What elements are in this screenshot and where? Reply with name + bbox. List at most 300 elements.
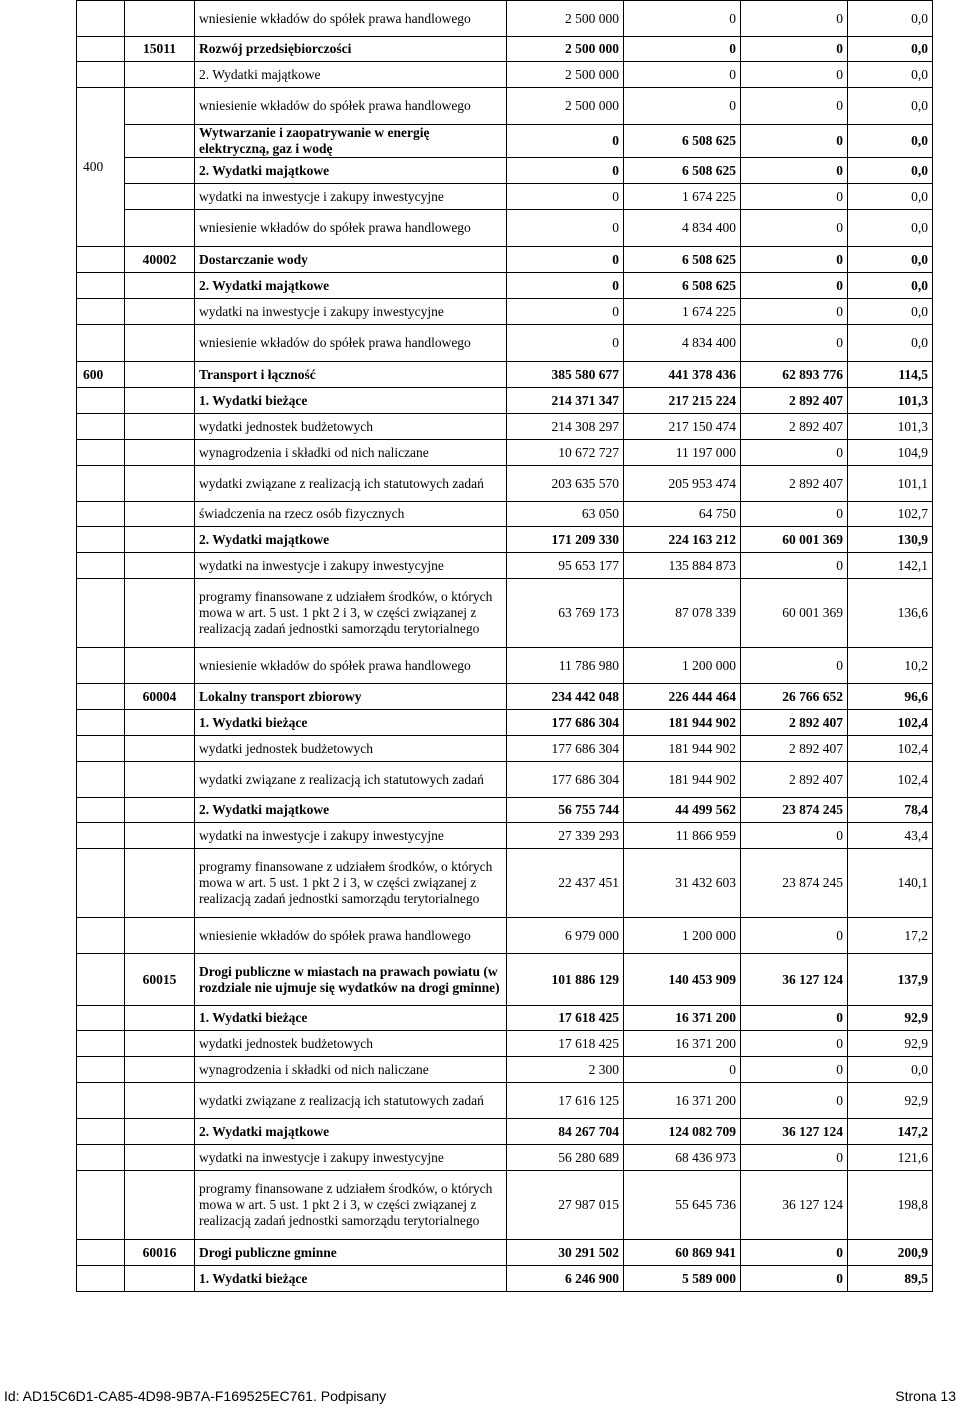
amount-cell: 0,0 — [848, 299, 933, 325]
amount-cell: 0 — [624, 88, 741, 125]
amount-cell: 181 944 902 — [624, 736, 741, 762]
amount-cell: 0 — [741, 158, 848, 184]
amount-cell: 102,4 — [848, 762, 933, 798]
row-label: 2. Wydatki majątkowe — [195, 1119, 507, 1145]
amount-cell: 0 — [741, 184, 848, 210]
amount-cell: 0 — [741, 1, 848, 37]
amount-cell: 0 — [624, 1, 741, 37]
amount-cell: 68 436 973 — [624, 1145, 741, 1171]
chapter-code — [125, 710, 195, 736]
chapter-code: 60016 — [125, 1240, 195, 1266]
amount-cell: 200,9 — [848, 1240, 933, 1266]
amount-cell: 385 580 677 — [507, 362, 624, 388]
chapter-code — [125, 1145, 195, 1171]
row-label: wydatki na inwestycje i zakupy inwestycyjne — [195, 823, 507, 849]
amount-cell: 27 339 293 — [507, 823, 624, 849]
amount-cell: 137,9 — [848, 954, 933, 1006]
amount-cell: 11 197 000 — [624, 440, 741, 466]
amount-cell: 0 — [624, 37, 741, 62]
amount-cell: 56 755 744 — [507, 798, 624, 823]
section-code — [77, 1171, 125, 1240]
amount-cell: 217 215 224 — [624, 388, 741, 414]
amount-cell: 0 — [741, 1006, 848, 1031]
row-label: wydatki na inwestycje i zakupy inwestycyjne — [195, 184, 507, 210]
amount-cell: 147,2 — [848, 1119, 933, 1145]
amount-cell: 6 508 625 — [624, 247, 741, 273]
amount-cell: 203 635 570 — [507, 466, 624, 502]
table-row — [77, 1119, 933, 1145]
chapter-code — [125, 648, 195, 684]
amount-cell: 95 653 177 — [507, 553, 624, 579]
amount-cell: 102,4 — [848, 710, 933, 736]
amount-cell: 6 508 625 — [624, 158, 741, 184]
chapter-code — [125, 1266, 195, 1292]
amount-cell: 92,9 — [848, 1006, 933, 1031]
chapter-code — [125, 158, 195, 184]
row-label: wydatki na inwestycje i zakupy inwestycyjne — [195, 1145, 507, 1171]
amount-cell: 2 892 407 — [741, 736, 848, 762]
amount-cell: 142,1 — [848, 553, 933, 579]
amount-cell: 36 127 124 — [741, 1119, 848, 1145]
chapter-code: 60015 — [125, 954, 195, 1006]
section-code — [77, 1119, 125, 1145]
amount-cell: 17 618 425 — [507, 1006, 624, 1031]
amount-cell: 78,4 — [848, 798, 933, 823]
chapter-code — [125, 849, 195, 918]
table-row — [77, 37, 933, 62]
amount-cell: 121,6 — [848, 1145, 933, 1171]
amount-cell: 0,0 — [848, 158, 933, 184]
amount-cell: 0 — [507, 247, 624, 273]
table-row — [77, 1006, 933, 1031]
chapter-code — [125, 414, 195, 440]
chapter-code — [125, 762, 195, 798]
section-code — [77, 388, 125, 414]
amount-cell: 96,6 — [848, 684, 933, 710]
table-row — [77, 210, 933, 247]
row-label: programy finansowane z udziałem środków, o których mowa w art. 5 ust. 1 pkt 2 i 3, w części związanej z realizacją zadań jednostki samorządu terytorialnego — [195, 579, 507, 648]
row-label: wydatki jednostek budżetowych — [195, 736, 507, 762]
amount-cell: 6 246 900 — [507, 1266, 624, 1292]
row-label: wydatki na inwestycje i zakupy inwestycyjne — [195, 553, 507, 579]
table-row — [77, 527, 933, 553]
row-label: wniesienie wkładów do spółek prawa handlowego — [195, 1, 507, 37]
document-id: Id: AD15C6D1-CA85-4D98-9B7A-F169525EC761. Podpisany — [4, 1388, 387, 1404]
amount-cell: 224 163 212 — [624, 527, 741, 553]
amount-cell: 177 686 304 — [507, 762, 624, 798]
chapter-code — [125, 736, 195, 762]
table-row — [77, 849, 933, 918]
amount-cell: 0 — [507, 158, 624, 184]
table-row — [77, 1, 933, 37]
amount-cell: 2 500 000 — [507, 88, 624, 125]
chapter-code — [125, 527, 195, 553]
amount-cell: 171 209 330 — [507, 527, 624, 553]
section-code — [77, 440, 125, 466]
chapter-code — [125, 1, 195, 37]
amount-cell: 0 — [741, 325, 848, 362]
amount-cell: 16 371 200 — [624, 1031, 741, 1057]
amount-cell: 2 300 — [507, 1057, 624, 1083]
chapter-code — [125, 823, 195, 849]
chapter-code — [125, 440, 195, 466]
amount-cell: 0,0 — [848, 88, 933, 125]
chapter-code — [125, 1083, 195, 1119]
amount-cell: 140,1 — [848, 849, 933, 918]
table-row — [77, 710, 933, 736]
amount-cell: 11 786 980 — [507, 648, 624, 684]
chapter-code — [125, 1031, 195, 1057]
amount-cell: 92,9 — [848, 1083, 933, 1119]
amount-cell: 89,5 — [848, 1266, 933, 1292]
amount-cell: 136,6 — [848, 579, 933, 648]
amount-cell: 22 437 451 — [507, 849, 624, 918]
amount-cell: 0 — [741, 88, 848, 125]
section-code — [77, 762, 125, 798]
section-code — [77, 1145, 125, 1171]
row-label: Lokalny transport zbiorowy — [195, 684, 507, 710]
row-label: wynagrodzenia i składki od nich naliczane — [195, 440, 507, 466]
amount-cell: 30 291 502 — [507, 1240, 624, 1266]
amount-cell: 60 001 369 — [741, 579, 848, 648]
amount-cell: 130,9 — [848, 527, 933, 553]
chapter-code — [125, 579, 195, 648]
chapter-code — [125, 210, 195, 247]
amount-cell: 92,9 — [848, 1031, 933, 1057]
row-label: wydatki związane z realizacją ich statutowych zadań — [195, 1083, 507, 1119]
table-row — [77, 684, 933, 710]
amount-cell: 0 — [741, 299, 848, 325]
amount-cell: 0,0 — [848, 125, 933, 158]
row-label: wydatki związane z realizacją ich statutowych zadań — [195, 466, 507, 502]
row-label: wydatki związane z realizacją ich statutowych zadań — [195, 762, 507, 798]
table-row — [77, 1083, 933, 1119]
table-row — [77, 299, 933, 325]
amount-cell: 0,0 — [848, 184, 933, 210]
amount-cell: 17 618 425 — [507, 1031, 624, 1057]
chapter-code — [125, 62, 195, 88]
chapter-code — [125, 1006, 195, 1031]
amount-cell: 0,0 — [848, 1057, 933, 1083]
amount-cell: 0 — [741, 125, 848, 158]
amount-cell: 214 371 347 — [507, 388, 624, 414]
amount-cell: 2 892 407 — [741, 466, 848, 502]
section-code — [77, 1266, 125, 1292]
chapter-code — [125, 299, 195, 325]
row-label: 1. Wydatki bieżące — [195, 1266, 507, 1292]
amount-cell: 4 834 400 — [624, 325, 741, 362]
row-label: wniesienie wkładów do spółek prawa handlowego — [195, 210, 507, 247]
amount-cell: 2 500 000 — [507, 37, 624, 62]
section-code — [77, 414, 125, 440]
section-code — [77, 1057, 125, 1083]
section-code — [77, 1006, 125, 1031]
amount-cell: 63 769 173 — [507, 579, 624, 648]
amount-cell: 181 944 902 — [624, 710, 741, 736]
amount-cell: 0 — [741, 1240, 848, 1266]
section-code — [77, 849, 125, 918]
section-code — [77, 62, 125, 88]
table-row — [77, 1031, 933, 1057]
table-row — [77, 440, 933, 466]
amount-cell: 6 508 625 — [624, 125, 741, 158]
row-label: Transport i łączność — [195, 362, 507, 388]
chapter-code: 15011 — [125, 37, 195, 62]
amount-cell: 198,8 — [848, 1171, 933, 1240]
amount-cell: 0 — [741, 1145, 848, 1171]
row-label: Rozwój przedsiębiorczości — [195, 37, 507, 62]
amount-cell: 56 280 689 — [507, 1145, 624, 1171]
amount-cell: 5 589 000 — [624, 1266, 741, 1292]
amount-cell: 0 — [624, 1057, 741, 1083]
chapter-code — [125, 466, 195, 502]
amount-cell: 44 499 562 — [624, 798, 741, 823]
amount-cell: 27 987 015 — [507, 1171, 624, 1240]
budget-table — [76, 0, 933, 1292]
section-code — [77, 918, 125, 954]
section-code — [77, 527, 125, 553]
amount-cell: 26 766 652 — [741, 684, 848, 710]
amount-cell: 102,7 — [848, 502, 933, 527]
section-code — [77, 710, 125, 736]
table-row — [77, 798, 933, 823]
amount-cell: 2 500 000 — [507, 1, 624, 37]
chapter-code: 40002 — [125, 247, 195, 273]
amount-cell: 0 — [507, 184, 624, 210]
chapter-code — [125, 273, 195, 299]
chapter-code — [125, 1171, 195, 1240]
row-label: świadczenia na rzecz osób fizycznych — [195, 502, 507, 527]
amount-cell: 114,5 — [848, 362, 933, 388]
row-label: programy finansowane z udziałem środków, o których mowa w art. 5 ust. 1 pkt 2 i 3, w części związanej z realizacją zadań jednostki samorządu terytorialnego — [195, 849, 507, 918]
section-code — [77, 273, 125, 299]
amount-cell: 62 893 776 — [741, 362, 848, 388]
amount-cell: 2 892 407 — [741, 414, 848, 440]
amount-cell: 0,0 — [848, 37, 933, 62]
table-row — [77, 579, 933, 648]
table-row — [77, 247, 933, 273]
section-code — [77, 247, 125, 273]
table-row — [77, 502, 933, 527]
table-row — [77, 62, 933, 88]
amount-cell: 0 — [741, 210, 848, 247]
amount-cell: 441 378 436 — [624, 362, 741, 388]
section-code — [77, 1083, 125, 1119]
amount-cell: 0 — [741, 37, 848, 62]
amount-cell: 0 — [507, 125, 624, 158]
amount-cell: 0,0 — [848, 62, 933, 88]
row-label: Drogi publiczne w miastach na prawach powiatu (w rozdziale nie ujmuje się wydatków na drogi gminne) — [195, 954, 507, 1006]
chapter-code — [125, 502, 195, 527]
amount-cell: 0,0 — [848, 1, 933, 37]
row-label: 2. Wydatki majątkowe — [195, 158, 507, 184]
chapter-code — [125, 798, 195, 823]
amount-cell: 2 892 407 — [741, 388, 848, 414]
table-row — [77, 184, 933, 210]
amount-cell: 60 869 941 — [624, 1240, 741, 1266]
section-code — [77, 325, 125, 362]
amount-cell: 0 — [741, 1057, 848, 1083]
table-row — [77, 954, 933, 1006]
amount-cell: 0,0 — [848, 273, 933, 299]
row-label: wydatki jednostek budżetowych — [195, 414, 507, 440]
section-code — [77, 1031, 125, 1057]
chapter-code — [125, 918, 195, 954]
chapter-code — [125, 388, 195, 414]
row-label: wniesienie wkładów do spółek prawa handlowego — [195, 325, 507, 362]
table-row — [77, 466, 933, 502]
chapter-code — [125, 1057, 195, 1083]
amount-cell: 0 — [741, 440, 848, 466]
amount-cell: 0,0 — [848, 210, 933, 247]
table-row — [77, 762, 933, 798]
amount-cell: 31 432 603 — [624, 849, 741, 918]
amount-cell: 10 672 727 — [507, 440, 624, 466]
amount-cell: 101,3 — [848, 414, 933, 440]
table-row — [77, 1266, 933, 1292]
amount-cell: 0 — [507, 273, 624, 299]
amount-cell: 0,0 — [848, 247, 933, 273]
amount-cell: 84 267 704 — [507, 1119, 624, 1145]
section-code — [77, 466, 125, 502]
amount-cell: 87 078 339 — [624, 579, 741, 648]
amount-cell: 217 150 474 — [624, 414, 741, 440]
table-row — [77, 158, 933, 184]
amount-cell: 0 — [741, 648, 848, 684]
chapter-code — [125, 362, 195, 388]
table-row — [77, 414, 933, 440]
amount-cell: 177 686 304 — [507, 710, 624, 736]
chapter-code — [125, 184, 195, 210]
amount-cell: 10,2 — [848, 648, 933, 684]
section-code — [77, 553, 125, 579]
chapter-code — [125, 1119, 195, 1145]
page-number: Strona 13 — [895, 1388, 956, 1404]
amount-cell: 0 — [741, 1083, 848, 1119]
amount-cell: 36 127 124 — [741, 1171, 848, 1240]
amount-cell: 1 200 000 — [624, 918, 741, 954]
table-row — [77, 648, 933, 684]
amount-cell: 17,2 — [848, 918, 933, 954]
table-row — [77, 1057, 933, 1083]
section-code — [77, 502, 125, 527]
section-code — [77, 798, 125, 823]
section-code — [77, 579, 125, 648]
amount-cell: 23 874 245 — [741, 798, 848, 823]
section-code — [77, 954, 125, 1006]
amount-cell: 181 944 902 — [624, 762, 741, 798]
amount-cell: 104,9 — [848, 440, 933, 466]
page-footer — [4, 1388, 956, 1408]
section-code — [77, 1, 125, 37]
section-code — [77, 1240, 125, 1266]
table-row — [77, 362, 933, 388]
row-label: wydatki jednostek budżetowych — [195, 1031, 507, 1057]
amount-cell: 63 050 — [507, 502, 624, 527]
amount-cell: 0 — [741, 553, 848, 579]
amount-cell: 0 — [507, 210, 624, 247]
amount-cell: 2 892 407 — [741, 762, 848, 798]
amount-cell: 23 874 245 — [741, 849, 848, 918]
row-label: wniesienie wkładów do spółek prawa handlowego — [195, 648, 507, 684]
row-label: programy finansowane z udziałem środków, o których mowa w art. 5 ust. 1 pkt 2 i 3, w części związanej z realizacją zadań jednostki samorządu terytorialnego — [195, 1171, 507, 1240]
table-row — [77, 388, 933, 414]
amount-cell: 0 — [741, 1266, 848, 1292]
table-row — [77, 88, 933, 125]
amount-cell: 234 442 048 — [507, 684, 624, 710]
amount-cell: 0 — [507, 299, 624, 325]
row-label: 2. Wydatki majątkowe — [195, 798, 507, 823]
amount-cell: 0 — [741, 273, 848, 299]
section-code — [77, 37, 125, 62]
section-code — [77, 299, 125, 325]
section-code — [77, 648, 125, 684]
amount-cell: 0 — [741, 823, 848, 849]
amount-cell: 0 — [741, 1031, 848, 1057]
amount-cell: 0 — [624, 62, 741, 88]
row-label: 1. Wydatki bieżące — [195, 710, 507, 736]
row-label: wynagrodzenia i składki od nich naliczane — [195, 1057, 507, 1083]
amount-cell: 2 892 407 — [741, 710, 848, 736]
amount-cell: 0 — [741, 502, 848, 527]
amount-cell: 16 371 200 — [624, 1006, 741, 1031]
amount-cell: 55 645 736 — [624, 1171, 741, 1240]
chapter-code — [125, 88, 195, 125]
amount-cell: 60 001 369 — [741, 527, 848, 553]
table-row — [77, 1240, 933, 1266]
amount-cell: 11 866 959 — [624, 823, 741, 849]
chapter-code — [125, 325, 195, 362]
amount-cell: 6 508 625 — [624, 273, 741, 299]
row-label: 1. Wydatki bieżące — [195, 1006, 507, 1031]
section-code — [77, 736, 125, 762]
section-code: 600 — [77, 362, 125, 388]
amount-cell: 4 834 400 — [624, 210, 741, 247]
amount-cell: 0 — [741, 918, 848, 954]
section-code — [77, 684, 125, 710]
table-row — [77, 1171, 933, 1240]
table-row — [77, 553, 933, 579]
amount-cell: 214 308 297 — [507, 414, 624, 440]
row-label: Wytwarzanie i zaopatrywanie w energię elektryczną, gaz i wodę — [195, 125, 507, 158]
table-row — [77, 273, 933, 299]
section-code — [77, 823, 125, 849]
row-label: 2. Wydatki majątkowe — [195, 527, 507, 553]
row-label: wniesienie wkładów do spółek prawa handlowego — [195, 88, 507, 125]
row-label: wniesienie wkładów do spółek prawa handlowego — [195, 918, 507, 954]
amount-cell: 102,4 — [848, 736, 933, 762]
table-row — [77, 823, 933, 849]
table-row — [77, 1145, 933, 1171]
amount-cell: 226 444 464 — [624, 684, 741, 710]
table-row — [77, 325, 933, 362]
amount-cell: 17 616 125 — [507, 1083, 624, 1119]
amount-cell: 1 674 225 — [624, 299, 741, 325]
amount-cell: 0 — [741, 247, 848, 273]
amount-cell: 124 082 709 — [624, 1119, 741, 1145]
amount-cell: 205 953 474 — [624, 466, 741, 502]
row-label: wydatki na inwestycje i zakupy inwestycyjne — [195, 299, 507, 325]
amount-cell: 1 200 000 — [624, 648, 741, 684]
amount-cell: 64 750 — [624, 502, 741, 527]
row-label: 1. Wydatki bieżące — [195, 388, 507, 414]
row-label: Drogi publiczne gminne — [195, 1240, 507, 1266]
amount-cell: 101,3 — [848, 388, 933, 414]
row-label: 2. Wydatki majątkowe — [195, 62, 507, 88]
amount-cell: 140 453 909 — [624, 954, 741, 1006]
chapter-code — [125, 125, 195, 158]
section-code: 400 — [77, 88, 125, 247]
